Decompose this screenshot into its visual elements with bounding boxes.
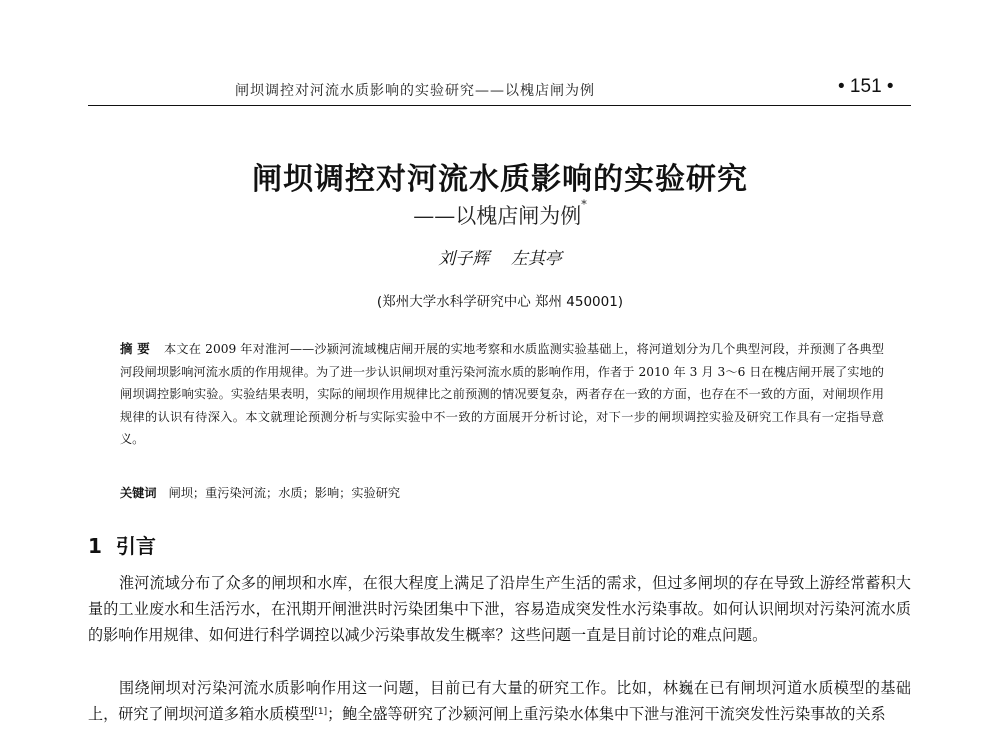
section-number: 1 <box>88 534 102 558</box>
paper-subtitle-text: ——以槐店闸为例 <box>413 204 582 228</box>
body-paragraph-2-text-b: ；鲍全盛等研究了沙颍河闸上重污染水体集中下泄与淮河干流突发性污染事故的关系 <box>327 705 886 724</box>
body-paragraph-2-text-a: 围绕闸坝对污染河流水质影响作用这一问题，目前已有大量的研究工作。比如，林巍在已有闸坝河道水质模型的基础上，研究了闸坝河道多箱水质模型 <box>88 679 911 724</box>
abstract-label: 摘 要 <box>120 341 150 356</box>
section-title: 引言 <box>115 534 156 558</box>
paper-title: 闸坝调控对河流水质影响的实验研究 <box>252 162 748 197</box>
abstract <box>120 338 884 451</box>
paper-authors: 刘子辉 左其亭 <box>438 249 562 269</box>
page-number: • 151 • <box>838 76 894 97</box>
keywords-text: 闸坝；重污染河流；水质；影响；实验研究 <box>168 486 401 500</box>
abstract-text: 本文在 2009 年对淮河——沙颍河流域槐店闸开展的实地考察和水质监测实验基础上，将河道划分为几个典型河段，并预测了各典型河段闸坝影响河流水质的作用规律。为了进一步认识闸坝对重污染河流水质的影响作用，作者于 2010 年 3 月 3～6 日在槐店闸开展了实地的闸坝调控影响实验。实验结果表明，实际的闸坝作用规律比之前预测的情况要复杂，两者存在一致的方面，也存在不一致的方面，对闸坝作用规律的认识有待深入。本文就理论预测分析与实际实验中不一致的方面展开分析讨论，对下一步的闸坝调控实验及研究工作具有一定指导意义。 <box>120 342 884 446</box>
paper-affiliation: (郑州大学水科学研究中心 郑州 450001) <box>376 294 624 310</box>
body-paragraph-1: 淮河流域分布了众多的闸坝和水库，在很大程度上满足了沿岸生产生活的需求，但过多闸坝的存在导致上游经常蓄积大量的工业废水和生活污水，在汛期开闸泄洪时污染团集中下泄，容易造成突发性水污染事故。如何认识闸坝对污染河流水质的影响作用规律、如何进行科学调控以减少污染事故发生概率？这些问题一直是目前讨论的难点问题。 <box>88 574 911 645</box>
section-heading <box>88 530 156 559</box>
keywords-label: 关键词 <box>120 486 157 500</box>
citation-ref[interactable]: [1] <box>314 707 328 718</box>
body-paragraph-2 <box>88 675 911 727</box>
footnote-mark: * <box>581 198 587 211</box>
running-head-title: 闸坝调控对河流水质影响的实验研究——以槐店闸为例 <box>235 83 595 99</box>
keywords <box>120 484 884 501</box>
paper-subtitle <box>0 200 1000 230</box>
header-rule <box>88 105 911 106</box>
